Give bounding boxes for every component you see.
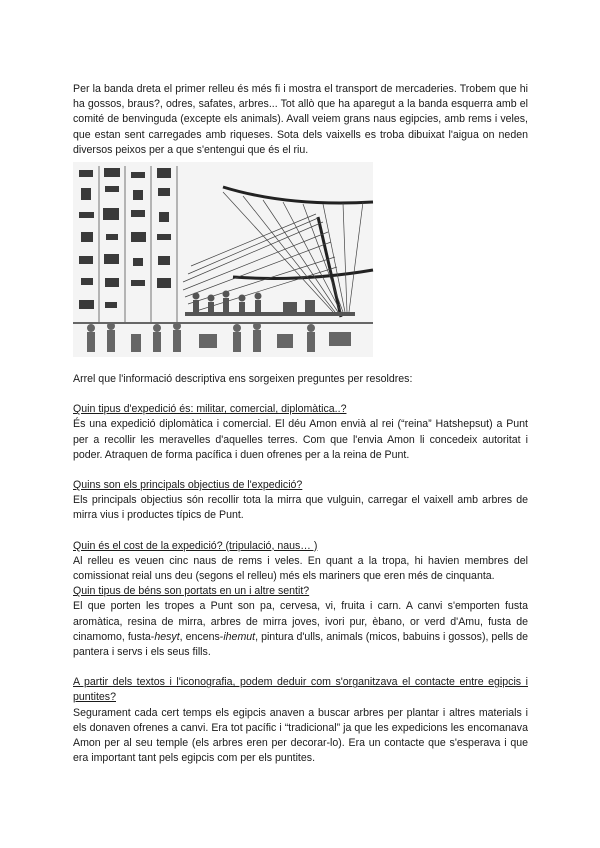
answer-4-text-c: , pintura d'ulls, animals (micos, babuins i gossos), pells de pantera i servs i els seus fills. bbox=[73, 630, 529, 659]
answer-3: Al relleu es veuen cinc naus de rems i veles. En quant a la tropa, hi havien membres del comissionat reial uns deu (segons el relleu) més els mariners que eren més de cinquanta. bbox=[73, 554, 528, 583]
answer-2: Els principals objectius són recollir tota la mirra que vulguin, carregar el vaixell amb arbres de mirra vius i productes típics de Punt. bbox=[73, 494, 528, 522]
question-2: Quins son els principals objectius de l'expedició? bbox=[73, 479, 303, 492]
document-page bbox=[73, 82, 528, 766]
answer-1: És una expedició diplomàtica i comercial. El déu Amon envià al rei (“reina” Hatshepsut) a Punt per a recollir les meravelles d'aquelles terres. Com que l'envia Amon li concedeix autoritat i poder. Atraquen de forma pacífica i duen ofrenes per a la reina de Punt. bbox=[73, 418, 528, 461]
answer-4-term-hesyt: hesyt bbox=[154, 630, 180, 643]
question-4: Quin tipus de béns son portats en un i altre sentit? bbox=[73, 585, 310, 598]
answer-4-text-a: El que porten les tropes a Punt son pa, cervesa, vi, fruita i carn. A canvi s'emporten fusta aromàtica, resina de mirra, arbres de mirra joves, ivori pur, èbano, or verd d'Amu, fusta de cinamomo, fusta- bbox=[73, 600, 528, 643]
answer-4-text-b: , encens- bbox=[179, 630, 224, 643]
answer-4 bbox=[73, 599, 528, 660]
question-1: Quin tipus d'expedició és: militar, comercial, diplomàtica..? bbox=[73, 403, 347, 416]
relief-illustration bbox=[73, 162, 528, 357]
lead-paragraph: Arrel que l'informació descriptiva ens sorgeixen preguntes per resoldres: bbox=[73, 373, 413, 386]
question-5: A partir dels textos i l'iconografia, podem deduir com s'organitzava el contacte entre egipcis i puntites? bbox=[73, 676, 528, 704]
answer-4-term-ihemut: ihemut bbox=[223, 630, 256, 643]
answer-5: Segurament cada cert temps els egipcis anaven a buscar arbres per plantar i altres materials i els donaven ofrenes a canvi. Era tot pacífic i “tradicional” ja que les expedicions les encomanava Amon per al seu temple (els arbres eren per decorar-lo). Era un contacte que s'esperava i que era important tant pels egipcis com per els puntites. bbox=[73, 706, 528, 765]
intro-paragraph: Per la banda dreta el primer relleu és més fi i mostra el transport de mercaderies. Trobem que hi ha gossos, braus?, odres, safates, arbres... Tot allò que ha aparegut a la banda esquerra amb el comité de benvinguda (excepte els animals). Avall veiem grans naus egipcies, amb rems i veles, que estan sent carregades amb riqueses. Sota dels vaixells es troba dibuixat l'aigua on neden diversos peixos per a que s'entengui que és el riu. bbox=[73, 83, 528, 156]
question-3: Quin és el cost de la expedició? (tripulació, naus… ) bbox=[73, 539, 318, 552]
